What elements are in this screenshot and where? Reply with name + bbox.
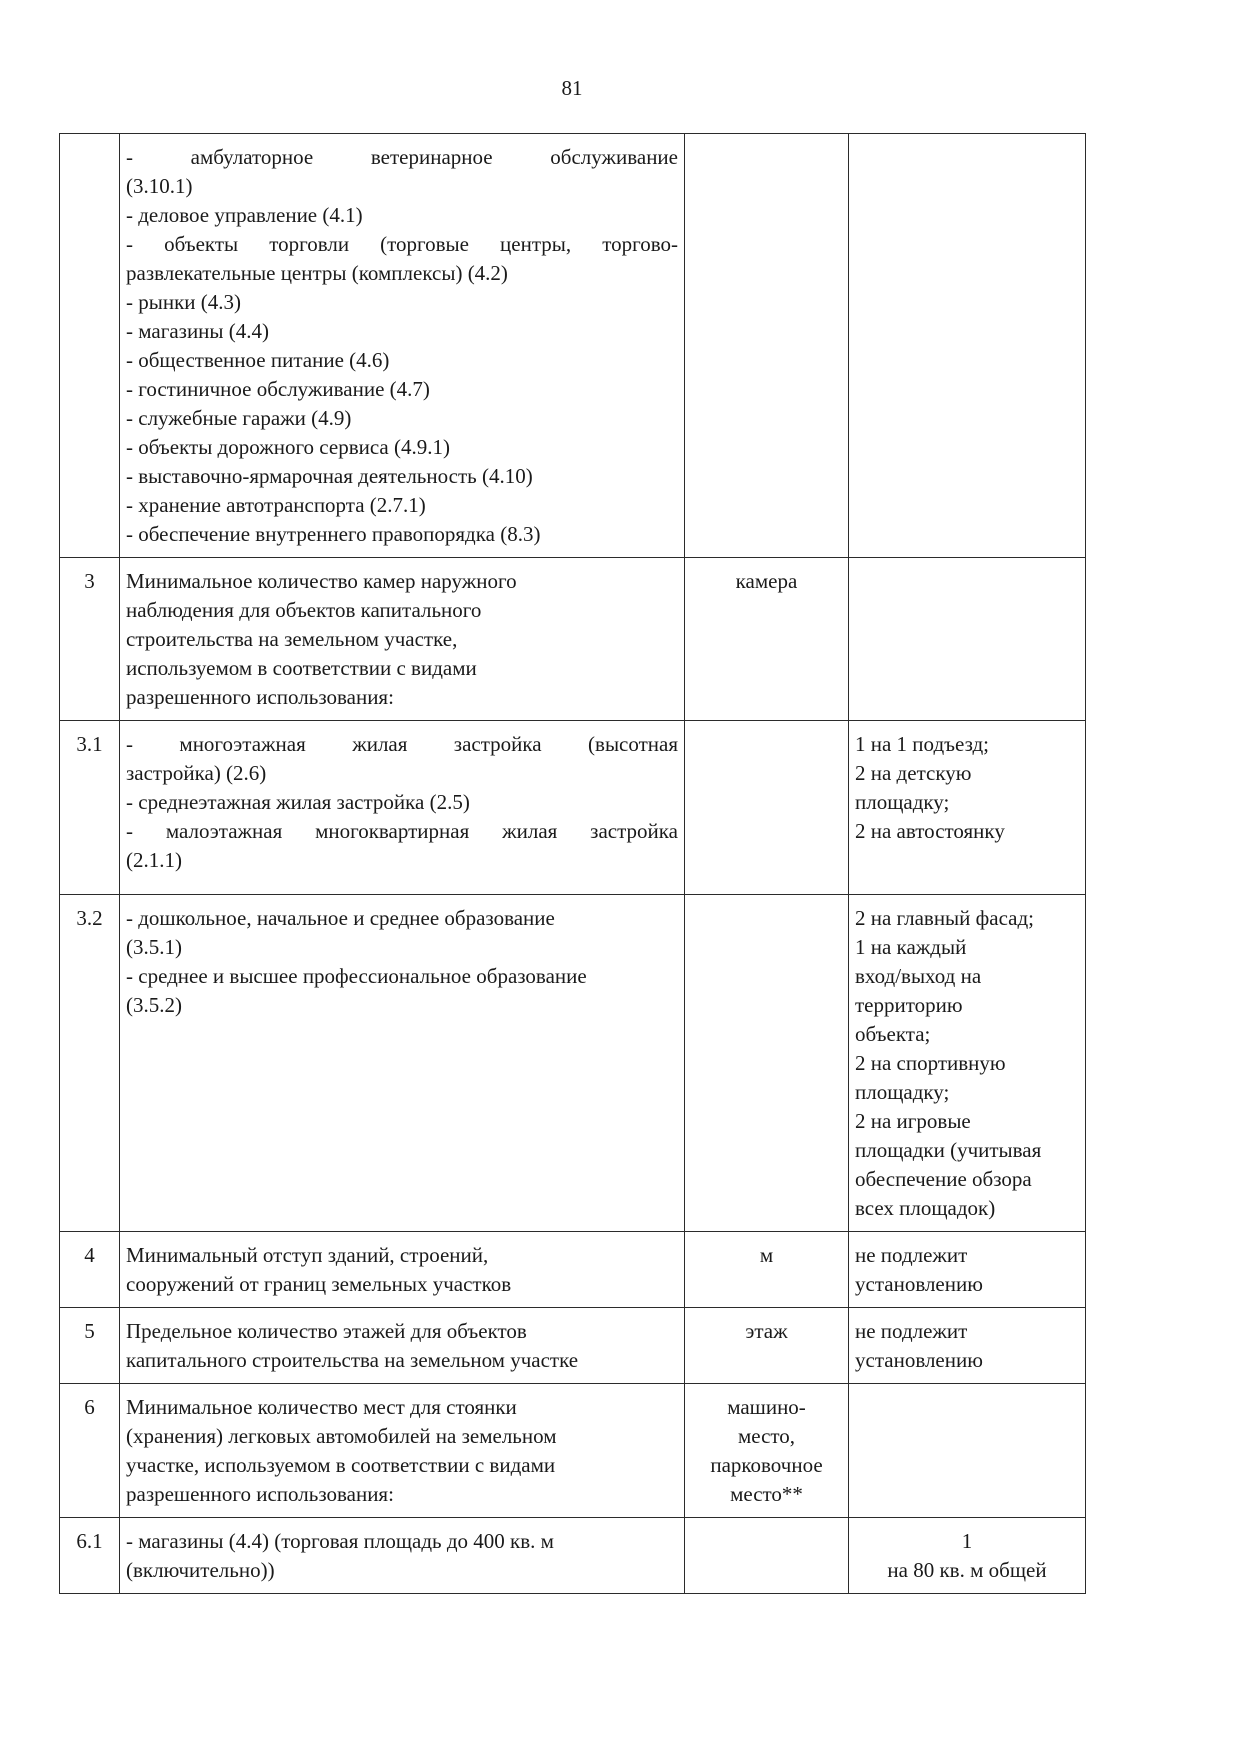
unit-cell [685, 1384, 849, 1518]
description-line: - объекты дорожного сервиса (4.9.1) [126, 435, 450, 459]
description-line: (3.5.2) [126, 993, 182, 1017]
description-cell [120, 1384, 685, 1518]
unit-cell [685, 558, 849, 721]
value-cell [849, 895, 1086, 1232]
table-row [60, 895, 1086, 1232]
description-cell [120, 721, 685, 895]
row-number-cell: 3 [60, 558, 120, 721]
description-line: - среднеэтажная жилая застройка (2.5) [126, 790, 470, 814]
description-line: Минимальное количество камер наружного [126, 569, 517, 593]
unit-line: место, [737, 1424, 796, 1448]
description-line: - малоэтажная многоквартирная жилая застройка [126, 819, 678, 843]
value-line: 1 на каждый [855, 935, 967, 959]
description-line: наблюдения для объектов капитального [126, 598, 482, 622]
description-line: сооружений от границ земельных участков [126, 1272, 512, 1296]
description-line: Минимальное количество мест для стоянки [126, 1395, 517, 1419]
description-line: - служебные гаражи (4.9) [126, 406, 352, 430]
description-line: разрешенного использования: [126, 1482, 394, 1506]
description-line: - выставочно-ярмарочная деятельность (4.10) [126, 464, 533, 488]
description-line: (2.1.1) [126, 848, 182, 872]
unit-cell [685, 1232, 849, 1308]
description-line: - хранение автотранспорта (2.7.1) [126, 493, 426, 517]
description-cell [120, 1518, 685, 1594]
row-number-cell: 3.2 [60, 895, 120, 1232]
unit-line: этаж [745, 1319, 788, 1343]
value-line: площадки (учитывая [855, 1138, 1042, 1162]
description-line: участке, используемом в соответствии с видами [126, 1453, 556, 1477]
value-line: 2 на главный фасад; [855, 906, 1035, 930]
description-line: используемом в соответствии с видами [126, 656, 477, 680]
description-line: - рынки (4.3) [126, 290, 242, 314]
value-line: площадку; [855, 790, 950, 814]
value-cell [849, 134, 1086, 558]
unit-cell [685, 1518, 849, 1594]
value-cell [849, 1518, 1086, 1594]
unit-line: место** [730, 1482, 803, 1506]
table-row [60, 1518, 1086, 1594]
description-line: (3.10.1) [126, 174, 193, 198]
value-line: 2 на автостоянку [855, 819, 1005, 843]
description-cell [120, 1232, 685, 1308]
value-line: 2 на игровые [855, 1109, 971, 1133]
value-line: обеспечение обзора [855, 1167, 1032, 1191]
description-line: - амбулаторное ветеринарное обслуживание [126, 145, 678, 169]
value-line: не подлежит [855, 1243, 968, 1267]
table-row [60, 558, 1086, 721]
unit-cell [685, 134, 849, 558]
value-line: объекта; [855, 1022, 931, 1046]
value-line: 1 на 1 подъезд; [855, 732, 989, 756]
value-line: территорию [855, 993, 963, 1017]
table-row [60, 1384, 1086, 1518]
description-line: - многоэтажная жилая застройка (высотная [126, 732, 678, 756]
unit-line: машино- [727, 1395, 806, 1419]
description-line: (включительно)) [126, 1558, 275, 1582]
description-line: - гостиничное обслуживание (4.7) [126, 377, 430, 401]
page-number: 81 [561, 76, 583, 100]
value-line: 2 на детскую [855, 761, 972, 785]
value-cell [849, 1232, 1086, 1308]
description-line: строительства на земельном участке, [126, 627, 458, 651]
description-line: (хранения) легковых автомобилей на земельном [126, 1424, 557, 1448]
value-cell [849, 558, 1086, 721]
description-line: - магазины (4.4) (торговая площадь до 400 кв. м [126, 1529, 554, 1553]
table-row [60, 1232, 1086, 1308]
value-line: площадку; [855, 1080, 950, 1104]
description-line: застройка) (2.6) [126, 761, 267, 785]
unit-line: камера [735, 569, 798, 593]
table-row [60, 721, 1086, 895]
unit-cell [685, 1308, 849, 1384]
unit-line: м [759, 1243, 774, 1267]
value-line: всех площадок) [855, 1196, 996, 1220]
value-cell [849, 1308, 1086, 1384]
value-line: 2 на спортивную [855, 1051, 1006, 1075]
unit-cell [685, 895, 849, 1232]
table-body [60, 134, 1086, 1594]
table-row [60, 1308, 1086, 1384]
description-line: (3.5.1) [126, 935, 182, 959]
value-cell [849, 1384, 1086, 1518]
table-row [60, 134, 1086, 558]
row-number-cell: 6.1 [60, 1518, 120, 1594]
value-cell [849, 721, 1086, 895]
description-cell [120, 1308, 685, 1384]
description-line: - деловое управление (4.1) [126, 203, 363, 227]
description-line: развлекательные центры (комплексы) (4.2) [126, 261, 508, 285]
description-cell [120, 895, 685, 1232]
value-line: установлению [855, 1348, 983, 1372]
unit-cell [685, 721, 849, 895]
value-line: установлению [855, 1272, 983, 1296]
value-line: вход/выход на [855, 964, 982, 988]
description-line: - дошкольное, начальное и среднее образование [126, 906, 555, 930]
unit-line: парковочное [710, 1453, 823, 1477]
value-line: не подлежит [855, 1319, 968, 1343]
row-number-cell: 5 [60, 1308, 120, 1384]
description-line: - среднее и высшее профессиональное образование [126, 964, 587, 988]
value-line: на 80 кв. м общей [887, 1558, 1047, 1582]
description-line: - общественное питание (4.6) [126, 348, 390, 372]
row-number-cell: 3.1 [60, 721, 120, 895]
description-line: - обеспечение внутреннего правопорядка (8.3) [126, 522, 541, 546]
description-line: разрешенного использования: [126, 685, 394, 709]
value-line: 1 [961, 1529, 973, 1553]
row-number-cell: 6 [60, 1384, 120, 1518]
description-line: капитального строительства на земельном участке [126, 1348, 579, 1372]
description-cell [120, 134, 685, 558]
description-line: Минимальный отступ зданий, строений, [126, 1243, 489, 1267]
row-number-cell [60, 134, 120, 558]
row-number-cell: 4 [60, 1232, 120, 1308]
description-line: - объекты торговли (торговые центры, торгово- [126, 232, 678, 256]
description-line: Предельное количество этажей для объектов [126, 1319, 527, 1343]
regulations-table [59, 133, 1086, 1594]
description-cell [120, 558, 685, 721]
description-line: - магазины (4.4) [126, 319, 270, 343]
